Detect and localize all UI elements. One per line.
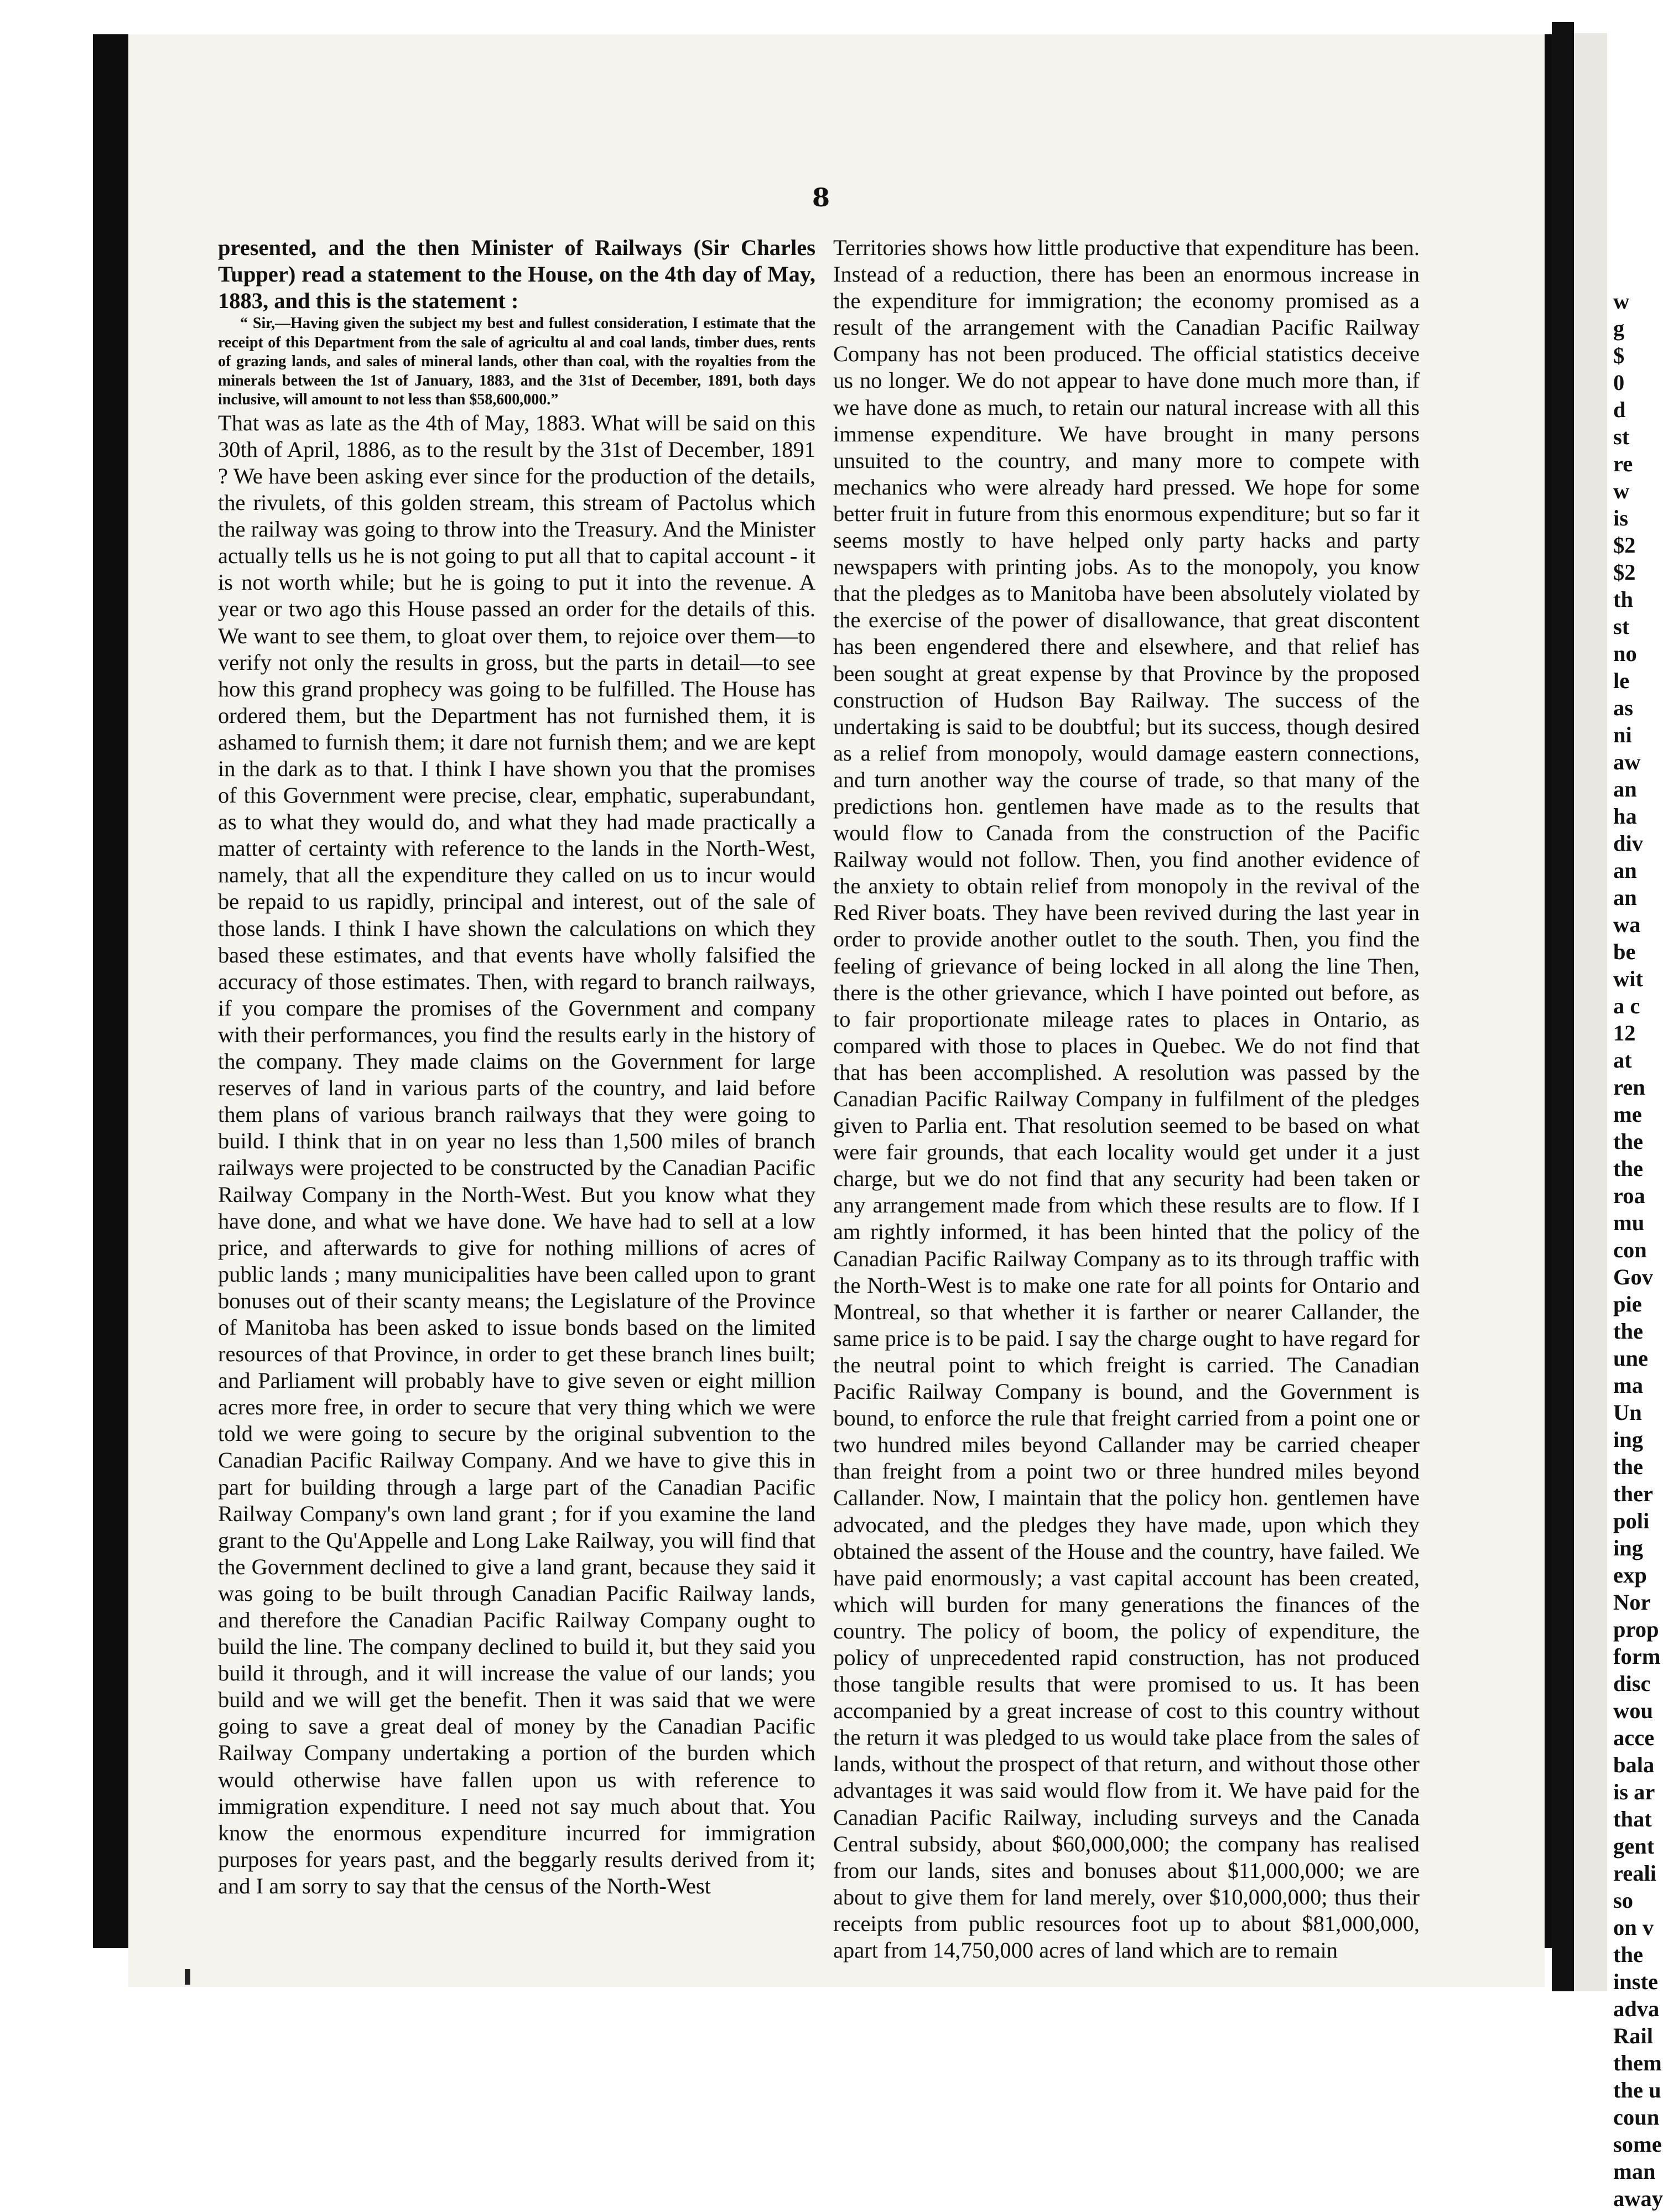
right-fragment-line: so [1613, 1888, 1634, 1913]
right-fragment-line: the [1613, 1156, 1643, 1181]
right-fragment-line: wou [1613, 1698, 1654, 1723]
right-fragment-line: Un [1613, 1400, 1642, 1425]
right-fragment-line: pie [1613, 1292, 1642, 1316]
right-fragment-line: as [1613, 695, 1634, 720]
right-fragment-line: ther [1613, 1481, 1653, 1506]
right-fragment-line: coun [1613, 2105, 1660, 2130]
right-fragment-line: form [1613, 1644, 1661, 1669]
right-fragment-line: an [1613, 858, 1637, 883]
right-fragment-line: prop [1613, 1617, 1659, 1642]
right-fragment-line: disc [1613, 1671, 1651, 1696]
minister-quote: “ Sir,—Having given the subject my best and fullest consideration, I estimate that the receipt of this Department from the sale of agricultu al and coal lands, timber dues, rents of grazing lands, and sales of mineral lands, other than coal, with the royalties from the minerals between the 1st of January, 1883, and the 31st of December, 1891, both days inclusive, will amount to not less than $58,600,000.” [218, 315, 815, 409]
right-fragment-line: at [1613, 1048, 1632, 1073]
right-fragment-line: be [1613, 939, 1636, 964]
left-column-body: That was as late as the 4th of May, 1883. What will be said on this 30th of April, 1886, as to the result by the 31st of December, 1891 ? We have been asking ever since for the production of the details, the rivulets, of this golden stream, this stream of Pactolus which the railway was going to throw into the Treasury. And the Minister actually tells us he is not going to put all that to capital account - it is not worth while; but he is going to put it into the revenue. A year or two ago this House passed an order for the details of this. We want to see them, to gloat over them, to rejoice over them—to verify not only the results in gross, but the parts in detail—to see how this grand prophecy was going to be fulfilled. The House has ordered them, but the Department has not furnished them, it is ashamed to furnish them; it dare not furnish them; and we are kept in the dark as to that. I think I have shown you that the promises of this Government were precise, clear, emphatic, superabundant, as to what they would do, and what they had made practically a matter of certainty with reference to the lands in the North-West, namely, that all the expenditure they called on us to incur would be repaid to us rapidly, principal and interest, out of the sale of those lands. I think I have shown the calculations on which they based these estimates, and that events have wholly falsified the accuracy of those estimates. Then, with regard to branch railways, if you compare the promises of the Government and company with their performances, you find the results early in the history of the company. They made claims on the Government for large reserves of land in various parts of the country, and laid before them plans of various branch railways that they were going to build. I think that in on year no less than 1,500 miles of branch railways were projected to be constructed by the Canadian Pacific Railway Company in the North-West. But you know what they have done, and what we have done. We have had to sell at a low price, and afterwards to give for nothing millions of acres of public lands ; many municipalities have been called upon to grant bonuses out of their scanty means; the Legislature of the Province of Manitoba has been asked to issue bonds based on the limited resources of that Province, in order to get these branch lines built; and Parliament will probably have to give seven or eight million acres more free, in order to secure that very thing which we were told we were going to secure by the original subvention to the Canadian Pacific Railway Company. And we have to give this in part for building through a large part of the Canadian Pacific Railway Company's own land grant ; for if you examine the land grant to the Qu'Appelle and Long Lake Railway, you will find that the Government declined to give a land grant, because they said it was going to be built through Canadian Pacific Railway lands, and therefore the Canadian Pacific Railway Company ought to build the line. The company declined to build it, but they said you build it through, and it will increase the value of our lands; you build and we will get the benefit. Then it was said that we were going to save a great deal of money by the Canadian Pacific Railway Company undertaking a portion of the burden which would otherwise have fallen upon us with reference to immigration expenditure. I need not say much about that. You know the enormous expenditure incurred for immigration purposes for years past, and the beggarly results derived from it; and I am sorry to say that the census of the North-West [218, 410, 815, 1898]
middle-column-body: Territories shows how little productive that expenditure has been. Instead of a reduction, there has been an enormous increase in the expenditure for immigration; the economy promised as a result of the arrangement with the Canadian Pacific Railway Company has not been produced. The official statistics deceive us no longer. We do not appear to have done much more than, if we have done as much, to retain our natural increase with all this immense expenditure. We have brought in many persons unsuited to the country, and many more to compete with mechanics who were already hard pressed. We hope for some better fruit in future from this enormous expenditure; but so far it seems mostly to have helped only party hacks and party newspapers with printing jobs. As to the monopoly, you know that the pledges as to Manitoba have been absolutely violated by the exercise of the power of disallowance, that great discontent has been engendered there and elsewhere, and that relief has been sought at great expense by that Province by the proposed construction of Hudson Bay Railway. The success of the undertaking is said to be doubtful; but its success, though desired as a relief from monopoly, would damage eastern connections, and turn another way the course of trade, so that many of the predictions hon. gentlemen have made as to the results that would flow to Canada from the construction of the Pacific Railway would not follow. Then, you find another evidence of the anxiety to obtain relief from monopoly in the revival of the Red River boats. They have been revived during the last year in order to provide another outlet to the south. Then, you find the feeling of grievance of being locked in all along the line Then, there is the other grievance, which I have pointed out before, as to fair proportionate mileage rates to places in Ontario, as compared with those to places in Quebec. We do not find that that has been accomplished. A resolution was passed by the Canadian Pacific Railway Company in fulfilment of the pledges given to Parlia ent. That resolution seemed to be based on what were fair grounds, that each locality would get under it a just charge, but we do not find that any security had been taken or any arrangement made from which these results are to flow. If I am rightly informed, it has been hinted that the policy of the Canadian Pacific Railway Company as to its through traffic with the North-West is to make one rate for all points for Ontario and Montreal, so that whether it is farther or nearer Callander, the same price is to be paid. I say the charge ought to have regard for the neutral point to which freight is carried. The Canadian Pacific Railway Company is bound, and the Government is bound, to enforce the rule that freight carried from a point one or two hundred miles beyond Callander may be carried cheaper than freight from a point two or three hundred miles beyond Callander. Now, I maintain that the policy hon. gentlemen have advocated, and the pledges they have made, upon which they obtained the assent of the House and the country, have failed. We have paid enormously; a vast capital account has been created, which will burden for many generations the finances of the country. The policy of boom, the policy of expenditure, the policy of unprecedented rapid construction, has not produced those tangible results that were promised to us. It has been accompanied by a great increase of cost to this country without the return it was pledged to us would take place from the sales of lands, without the prospect of that return, and without those other advantages it was said would flow from it. We have paid for the Canadian Pacific Railway, including surveys and the Canada Central subsidy, about $60,000,000; the company has realised from our lands, sites and bonuses about $11,000,000; we are about to give them for land merely, over $10,000,000; thus their receipts from public resources foot up to about $81,000,000, apart from 14,750,000 acres of land which are to remain [833, 235, 1420, 1963]
right-fragment-line: gent [1613, 1834, 1655, 1859]
right-fragment-line: $ [1613, 343, 1625, 368]
right-fragment-line: w [1613, 478, 1630, 503]
right-fragment-line: the [1613, 1319, 1643, 1344]
right-fragment-line: d [1613, 397, 1626, 422]
right-fragment-line: an [1613, 777, 1637, 801]
middle-column [833, 235, 1420, 1964]
right-fragment-line: bala [1613, 1752, 1655, 1777]
right-fragment-line: the u [1613, 2078, 1661, 2102]
right-fragment-line: ren [1613, 1075, 1645, 1100]
left-column [218, 235, 815, 1899]
right-fragment-line: inste [1613, 1969, 1658, 1994]
right-fragment-line: g [1613, 316, 1625, 341]
right-fragment-line: adva [1613, 1996, 1660, 2021]
right-fragment-line: ing [1613, 1427, 1644, 1452]
page-number: 8 [812, 183, 830, 212]
right-fragment-line: re [1613, 451, 1633, 476]
right-fragment-line: ni [1613, 722, 1632, 747]
right-fragment-line: on v [1613, 1915, 1654, 1940]
right-fragment-line: no [1613, 641, 1637, 666]
binding-edge [1552, 22, 1574, 1991]
right-fragment-line: them [1613, 2050, 1662, 2075]
right-fragment-line: $2 [1613, 533, 1636, 558]
right-fragment-line: some [1613, 2132, 1662, 2157]
right-fragment-line: poli [1613, 1508, 1650, 1533]
right-fragment-line: the [1613, 1942, 1643, 1967]
right-fragment-line: me [1613, 1102, 1642, 1127]
right-fragment-line: Gov [1613, 1264, 1654, 1289]
right-fragment-line: the [1613, 1454, 1643, 1479]
right-fragment-line: th [1613, 587, 1634, 612]
right-fragment-line: ing [1613, 1536, 1644, 1560]
right-fragment-line: ha [1613, 804, 1637, 829]
right-fragment-line: le [1613, 668, 1630, 693]
right-fragment-line: une [1613, 1346, 1649, 1371]
next-page-edge [1574, 33, 1607, 1991]
right-fragment-line: mu [1613, 1210, 1645, 1235]
right-fragment-line: w [1613, 289, 1630, 314]
right-fragment-line: div [1613, 831, 1644, 856]
scan-mark [185, 1969, 190, 1985]
right-fragment-line: is ar [1613, 1779, 1655, 1804]
right-fragment-line: exp [1613, 1563, 1647, 1588]
right-fragment-line: reali [1613, 1861, 1656, 1886]
right-fragment-line: st [1613, 614, 1630, 639]
right-fragment-line: man [1613, 2159, 1656, 2184]
right-fragment-line: wa [1613, 912, 1641, 937]
right-fragment-line: 0 [1613, 370, 1625, 395]
right-fragment-line: that [1613, 1807, 1652, 1831]
left-column-lead: presented, and the then Minister of Railways (Sir Charles Tupper) read a statement to the House, on the 4th day of May, 1883, and this is the statement : [218, 235, 815, 314]
right-fragment-line: wit [1613, 966, 1643, 991]
right-fragment-line: the [1613, 1129, 1643, 1154]
right-fragment-line: is [1613, 506, 1629, 530]
right-fragment-line: away [1613, 2186, 1663, 2211]
right-fragment-line: con [1613, 1237, 1647, 1262]
right-fragment-line: acce [1613, 1725, 1655, 1750]
right-fragment-line: roa [1613, 1183, 1645, 1208]
right-fragment-line: ma [1613, 1373, 1643, 1398]
right-fragment-line: Nor [1613, 1590, 1651, 1615]
right-fragment-line: 12 [1613, 1021, 1636, 1045]
right-fragment-line: Rail [1613, 2023, 1654, 2048]
right-fragment-line: an [1613, 885, 1637, 910]
right-fragment-line: st [1613, 424, 1630, 449]
right-fragment-line: a c [1613, 993, 1640, 1018]
right-column-fragment [1613, 288, 1663, 2211]
right-fragment-line: aw [1613, 750, 1641, 774]
right-fragment-line: $2 [1613, 560, 1636, 585]
